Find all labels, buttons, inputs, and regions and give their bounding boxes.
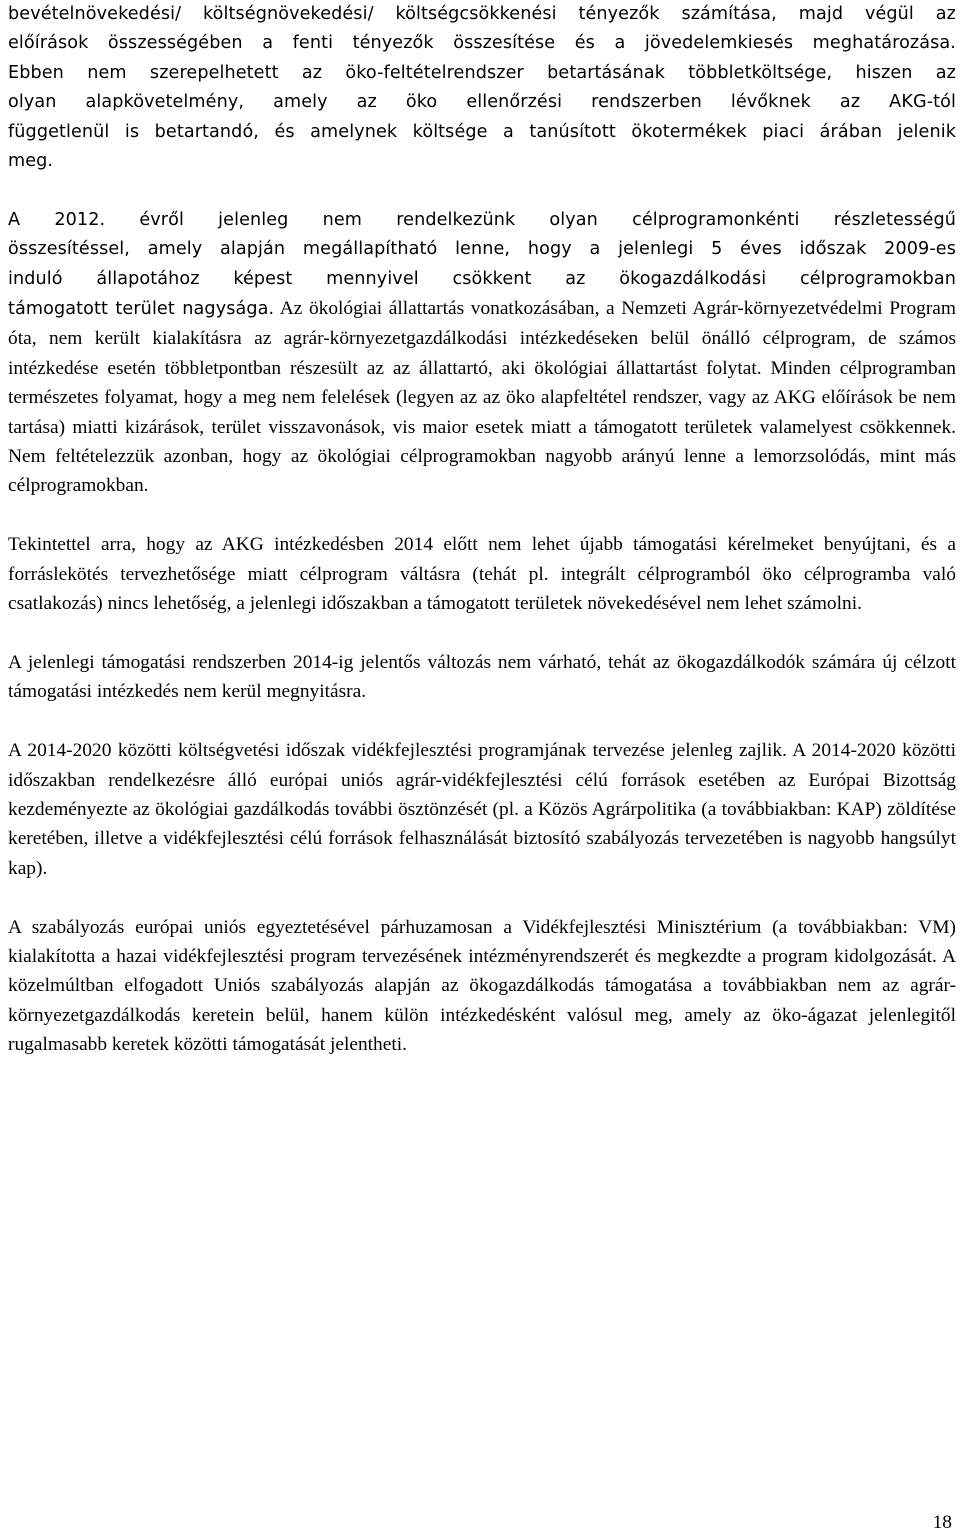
paragraph-1-line-2: előírások összességében a fenti tényezők összesítése és a jövedelemkiesés meghatározása. — [8, 33, 956, 54]
paragraph-2-sans-line-3: induló állapotához képest mennyivel csökkent az ökogazdálkodási célprogramokban — [8, 268, 956, 289]
paragraph-1-line-3: Ebben nem szerepelhetett az öko-feltételrendszer betartásának többletköltsége, hiszen az — [8, 62, 956, 83]
paragraph-2-sans-line-2: összesítéssel, amely alapján megállapítható lenne, hogy a jelenlegi 5 éves időszak 2009-es — [8, 239, 956, 260]
paragraph-1-line-6: meg. — [8, 151, 54, 172]
paragraph-5: A 2014-2020 közötti költségvetési időszak vidékfejlesztési programjának tervezése jelenleg zajlik. A 2014-2020 közötti időszakban rendelkezésre álló európai uniós agrár-vidékfejlesztési célú források esetében az Európai Bizottság kezdeményezte az ökológiai gazdálkodás további ösztönzését (pl. a Közös Agrárpolitika (a továbbiakban: KAP) zöldítése keretében, illetve a vidékfejlesztési célú források felhasználását biztosító szabályozás tervezetében is nagyobb hangsúlyt kap). — [8, 740, 956, 879]
paragraph-2-serif-text: Az ökológiai állattartás vonatkozásában, a Nemzeti Agrár-környezetvédelmi Program óta, nem került kialakításra az agrár-környezetgazdálkodási intézkedéseken belül önálló célprogram, de számos intézkedése esetén többletpontban részesült az az állattartó, aki ökológiai állattartást folytat. Minden célprogramban természetes folyamat, hogy a meg nem felelések (legyen az az öko alapfeltétel rendszer, vagy az AKG előírások be nem tartása) miatti kizárások, terület visszavonások, vis maior esetek miatt a támogatott területek valamelyest csökkennek. Nem feltételezzük azonban, hogy az ökológiai célprogramokban nagyobb arányú lenne a lemorzsolódás, mint más célprogramokban. — [8, 298, 956, 497]
page-number: 18 — [932, 1512, 952, 1533]
document-page — [8, 0, 956, 1060]
paragraph-6: A szabályozás európai uniós egyeztetésével párhuzamosan a Vidékfejlesztési Minisztérium (a továbbiakban: VM) kialakította a hazai vidékfejlesztési program tervezésének intézményrendszerét és megkezdte a program kidolgozását. A közelmúltban elfogadott Uniós szabályozás alapján az ökogazdálkodás támogatása a továbbiakban nem az agrár-környezetgazdálkodás keretein belül, hanem külön intézkedésként valósul meg, amely az öko-ágazat jelenlegitől rugalmasabb keretek közötti támogatását jelentheti. — [8, 916, 956, 1056]
paragraph-2-sans-line-4: támogatott terület nagysága. — [8, 299, 275, 320]
paragraph-4: A jelenlegi támogatási rendszerben 2014-ig jelentős változás nem várható, tehát az ökogazdálkodók számára új célzott támogatási intézkedés nem kerül megnyitásra. — [8, 651, 956, 703]
paragraph-3: Tekintettel arra, hogy az AKG intézkedésben 2014 előtt nem lehet újabb támogatási kérelmeket benyújtani, és a forráslekötés tervezhetősége miatt célprogram váltásra (tehát pl. integrált célprogramból öko célprogramba való csatlakozás) nincs lehetőség, a jelenlegi időszakban a támogatott területek növekedésével nem lehet számolni. — [8, 534, 956, 615]
paragraph-1-line-4: olyan alapkövetelmény, amely az öko ellenőrzési rendszerben lévőknek az AKG-tól — [8, 92, 956, 113]
paragraph-1-line-1: bevételnövekedési/ költségnövekedési/ költségcsökkenési tényezők számítása, majd végül az — [8, 4, 956, 24]
paragraph-2 — [8, 206, 956, 501]
paragraph-1-line-5: függetlenül is betartandó, és amelynek költsége a tanúsított ökotermékek piaci árában jelenik — [8, 121, 956, 142]
paragraph-1 — [8, 0, 956, 176]
paragraph-2-sans-line-1: A 2012. évről jelenleg nem rendelkezünk olyan célprogramonkénti részletességű — [8, 209, 956, 230]
